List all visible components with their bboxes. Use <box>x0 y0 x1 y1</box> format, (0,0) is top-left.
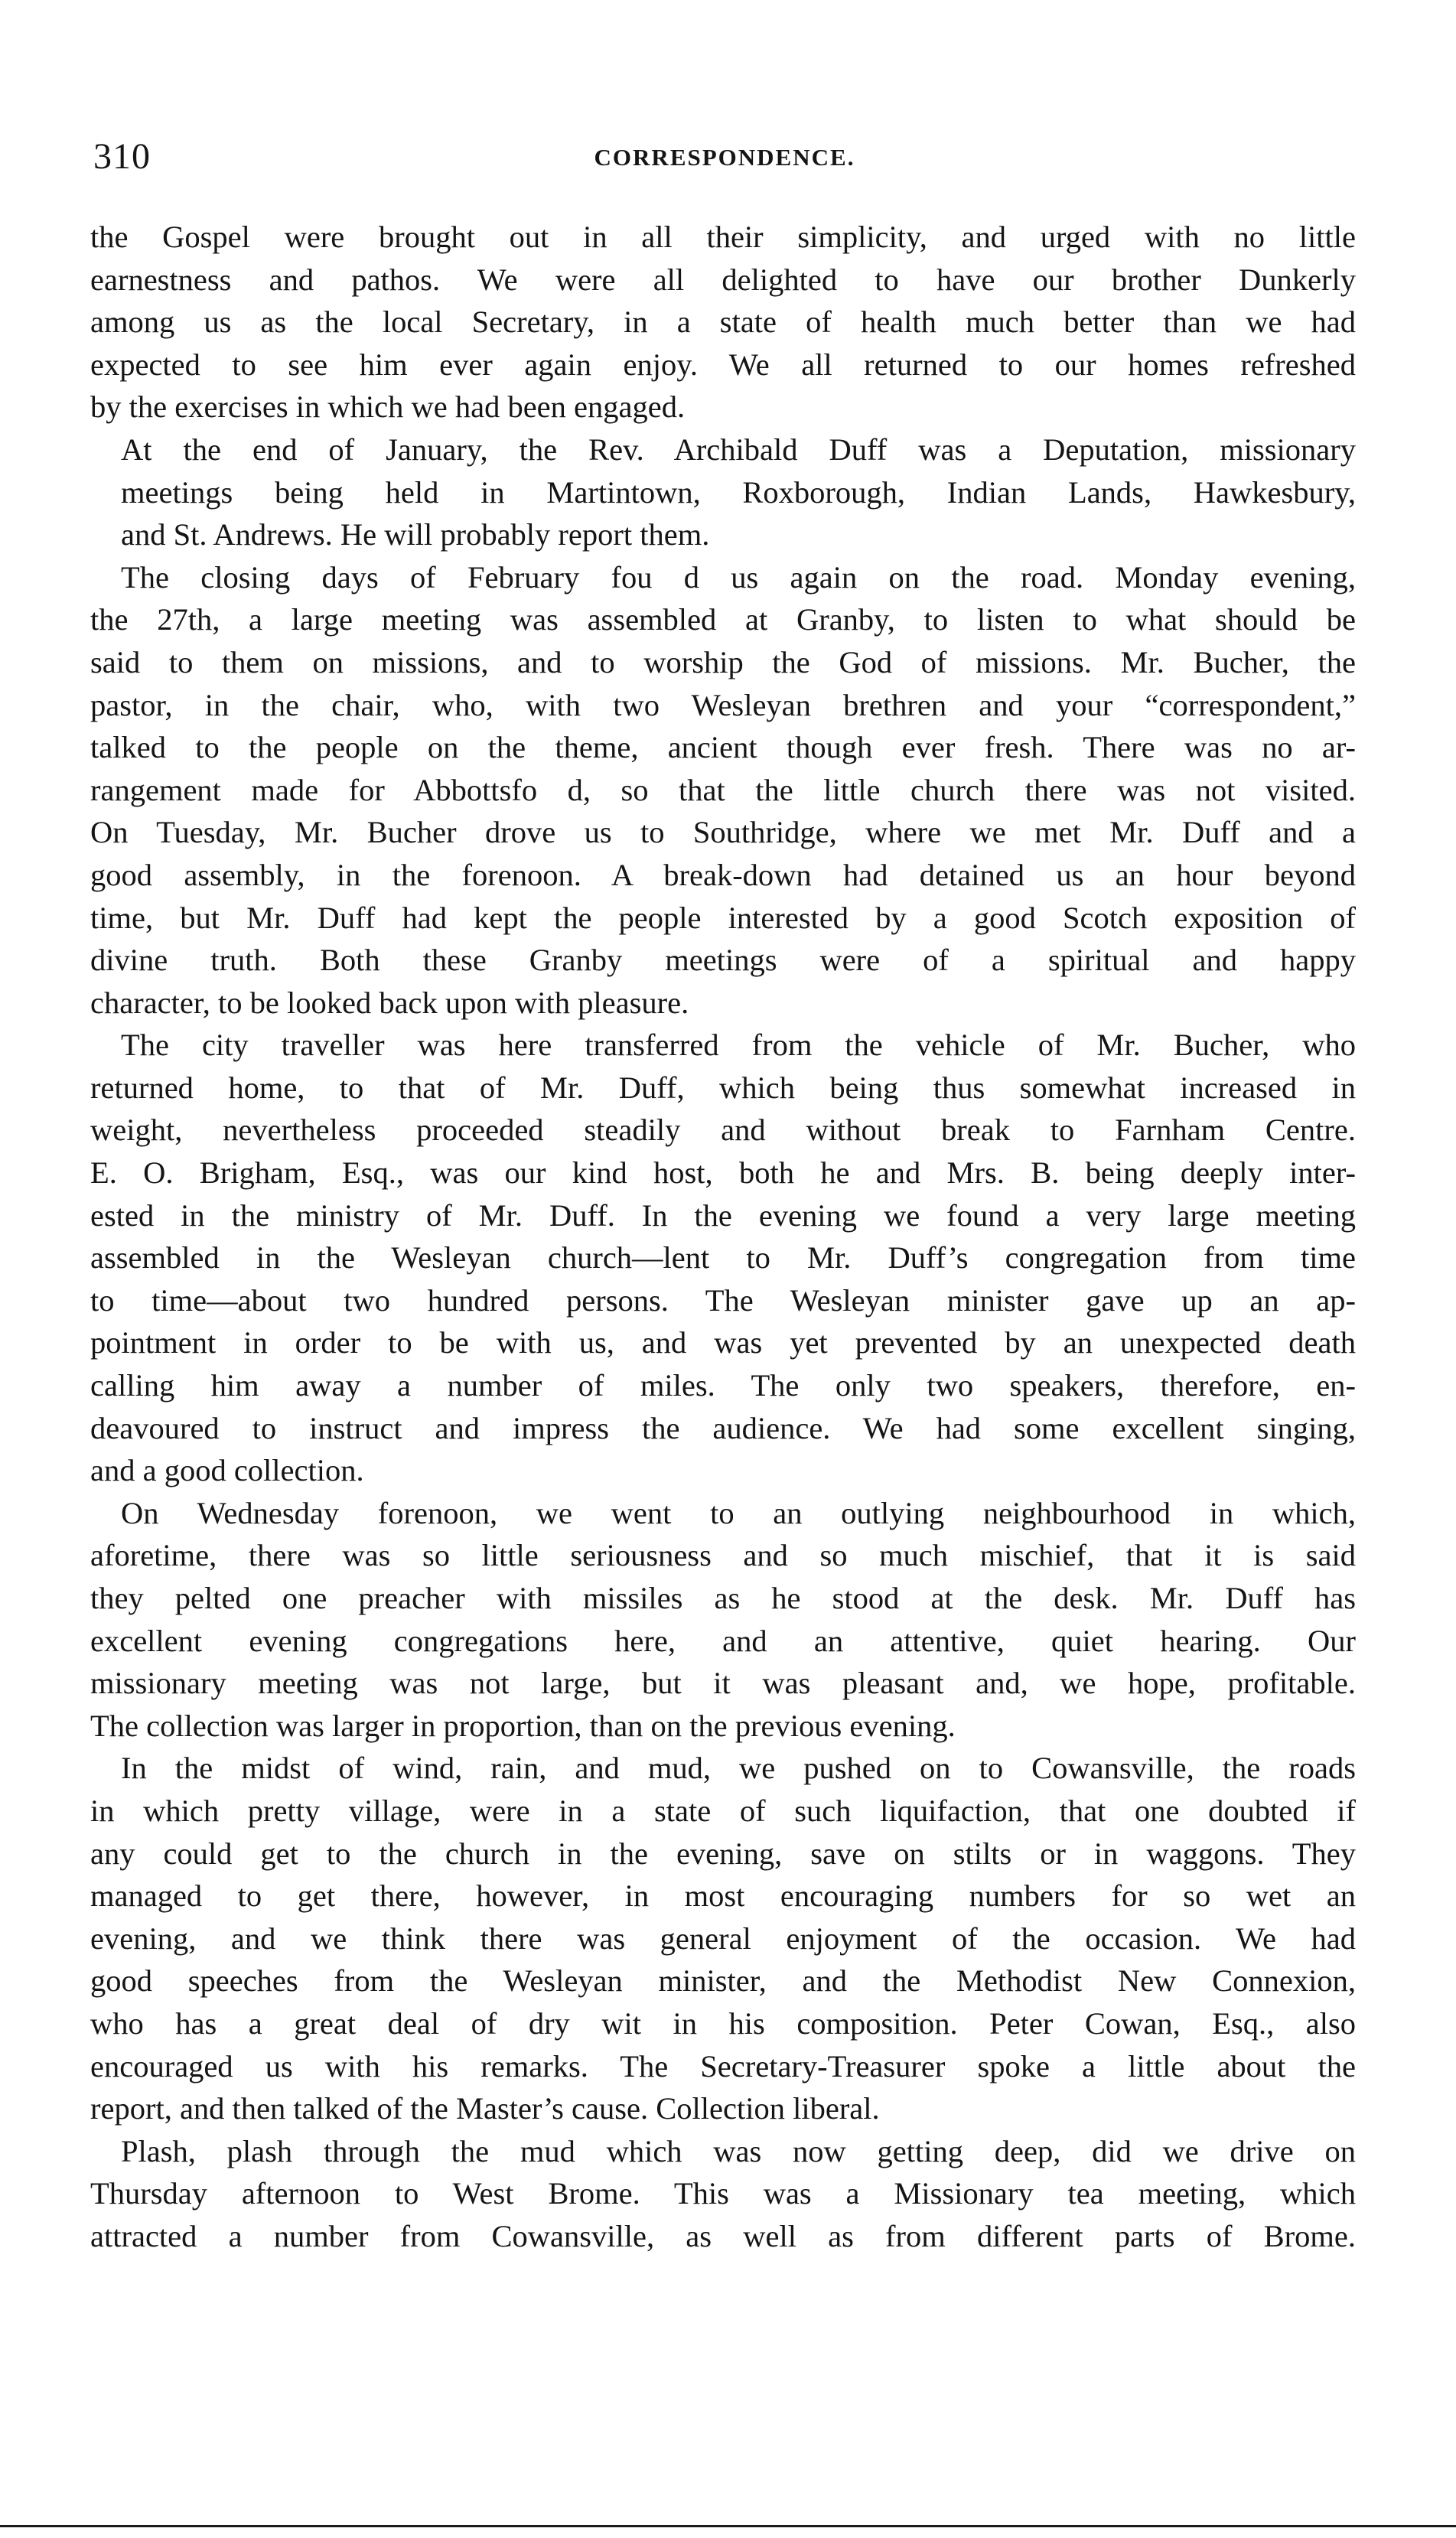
text-line: The closing days of February fou d us again on the road. Monday evening, <box>121 559 1356 595</box>
text-line: divine truth. Both these Granby meetings were of a spiritual and happy <box>90 943 1356 978</box>
text-line: The city traveller was here transferred from the vehicle of Mr. Bucher, who <box>121 1028 1356 1063</box>
paragraph-4 <box>90 1024 1356 1492</box>
running-title: CORRESPONDENCE. <box>594 144 855 171</box>
text-line: good speeches from the Wesleyan minister, and the Methodist New Connexion, <box>90 1963 1356 1999</box>
text-line: earnestness and pathos. We were all delighted to have our brother Dunkerly <box>90 262 1356 297</box>
text-line: assembled in the Wesleyan church—lent to Mr. Duff’s congregation from time <box>90 1240 1356 1276</box>
text-line: and St. Andrews. He will probably report them. <box>121 517 710 552</box>
body-text <box>90 216 1356 2258</box>
text-line: expected to see him ever again enjoy. We all returned to our homes refreshed <box>90 347 1356 382</box>
paragraph-6 <box>90 1747 1356 2129</box>
text-line: talked to the people on the theme, ancient though ever fresh. There was no ar- <box>90 730 1356 765</box>
text-line: in which pretty village, were in a state of such liquifaction, that one doubted if <box>90 1793 1356 1828</box>
text-line: who has a great deal of dry wit in his composition. Peter Cowan, Esq., also <box>90 2005 1356 2041</box>
text-line: Thursday afternoon to West Brome. This was a Missionary tea meeting, which <box>90 2176 1356 2211</box>
text-line: report, and then talked of the Master’s cause. Collection liberal. <box>90 2091 880 2126</box>
text-line: time, but Mr. Duff had kept the people interested by a good Scotch exposition of <box>90 900 1356 935</box>
text-line: the Gospel were brought out in all their simplicity, and urged with no little <box>90 220 1356 254</box>
paragraph-7 <box>90 2130 1356 2258</box>
text-line: any could get to the church in the evening, save on stilts or in waggons. They <box>90 1836 1356 1871</box>
text-line: rangement made for Abbottsfo d, so that the little church there was not visited. <box>90 772 1356 807</box>
paragraph-5 <box>90 1492 1356 1748</box>
text-line: and a good collection. <box>90 1453 364 1488</box>
text-line: On Wednesday forenoon, we went to an outlying neighbourhood in which, <box>121 1495 1356 1530</box>
text-line: At the end of January, the Rev. Archibald Duff was a Deputation, missionary <box>121 432 1356 467</box>
paragraph-1 <box>90 216 1356 428</box>
text-line: good assembly, in the forenoon. A break-down had detained us an hour beyond <box>90 857 1356 892</box>
text-line: deavoured to instruct and impress the audience. We had some excellent singing, <box>90 1410 1356 1445</box>
text-line: aforetime, there was so little seriousness and so much mischief, that it is said <box>90 1538 1356 1573</box>
text-line: encouraged us with his remarks. The Secretary-Treasurer spoke a little about the <box>90 2048 1356 2084</box>
text-line: managed to get there, however, in most encouraging numbers for so wet an <box>90 1878 1356 1914</box>
paragraph-3 <box>90 556 1356 1025</box>
text-line: weight, nevertheless proceeded steadily and without break to Farnham Centre. <box>90 1113 1356 1148</box>
text-line: missionary meeting was not large, but it was pleasant and, we hope, profitable. <box>90 1666 1356 1701</box>
text-line: E. O. Brigham, Esq., was our kind host, both he and Mrs. B. being deeply inter- <box>90 1155 1356 1191</box>
text-line: returned home, to that of Mr. Duff, which being thus somewhat increased in <box>90 1070 1356 1105</box>
text-line: character, to be looked back upon with pleasure. <box>90 985 689 1020</box>
text-line: The collection was larger in proportion, than on the previous evening. <box>90 1708 956 1743</box>
text-line: evening, and we think there was general enjoyment of the occasion. We had <box>90 1921 1356 1956</box>
text-line: said to them on missions, and to worship the God of missions. Mr. Bucher, the <box>90 644 1356 679</box>
text-line: ested in the ministry of Mr. Duff. In the evening we found a very large meeting <box>90 1197 1356 1233</box>
text-line: by the exercises in which we had been engaged. <box>90 389 686 425</box>
text-line: In the midst of wind, rain, and mud, we pushed on to Cowansville, the roads <box>121 1751 1356 1786</box>
paragraph-2 <box>90 428 1356 556</box>
text-line: calling him away a number of miles. The only two speakers, therefore, en- <box>90 1368 1356 1403</box>
text-line: meetings being held in Martintown, Roxborough, Indian Lands, Hawkesbury, <box>121 474 1356 510</box>
text-line: excellent evening congregations here, and an attentive, quiet hearing. Our <box>90 1623 1356 1658</box>
text-line: pointment in order to be with us, and was yet prevented by an unexpected death <box>90 1325 1356 1360</box>
text-line: they pelted one preacher with missiles as he stood at the desk. Mr. Duff has <box>90 1581 1356 1615</box>
text-line: Plash, plash through the mud which was now getting deep, did we drive on <box>121 2133 1356 2168</box>
text-line: among us as the local Secretary, in a state of health much better than we had <box>90 305 1356 340</box>
page-bottom-rule <box>0 2525 1456 2527</box>
text-line: to time—about two hundred persons. The Wesleyan minister gave up an ap- <box>90 1282 1356 1318</box>
text-line: the 27th, a large meeting was assembled at Granby, to listen to what should be <box>90 602 1356 637</box>
text-line: pastor, in the chair, who, with two Wesleyan brethren and your “correspondent,” <box>90 687 1356 722</box>
running-head <box>93 130 1356 184</box>
text-line: On Tuesday, Mr. Bucher drove us to Southridge, where we met Mr. Duff and a <box>90 815 1356 850</box>
text-line: attracted a number from Cowansville, as well as from different parts of Brome. <box>90 2218 1356 2253</box>
page-number: 310 <box>93 136 151 177</box>
